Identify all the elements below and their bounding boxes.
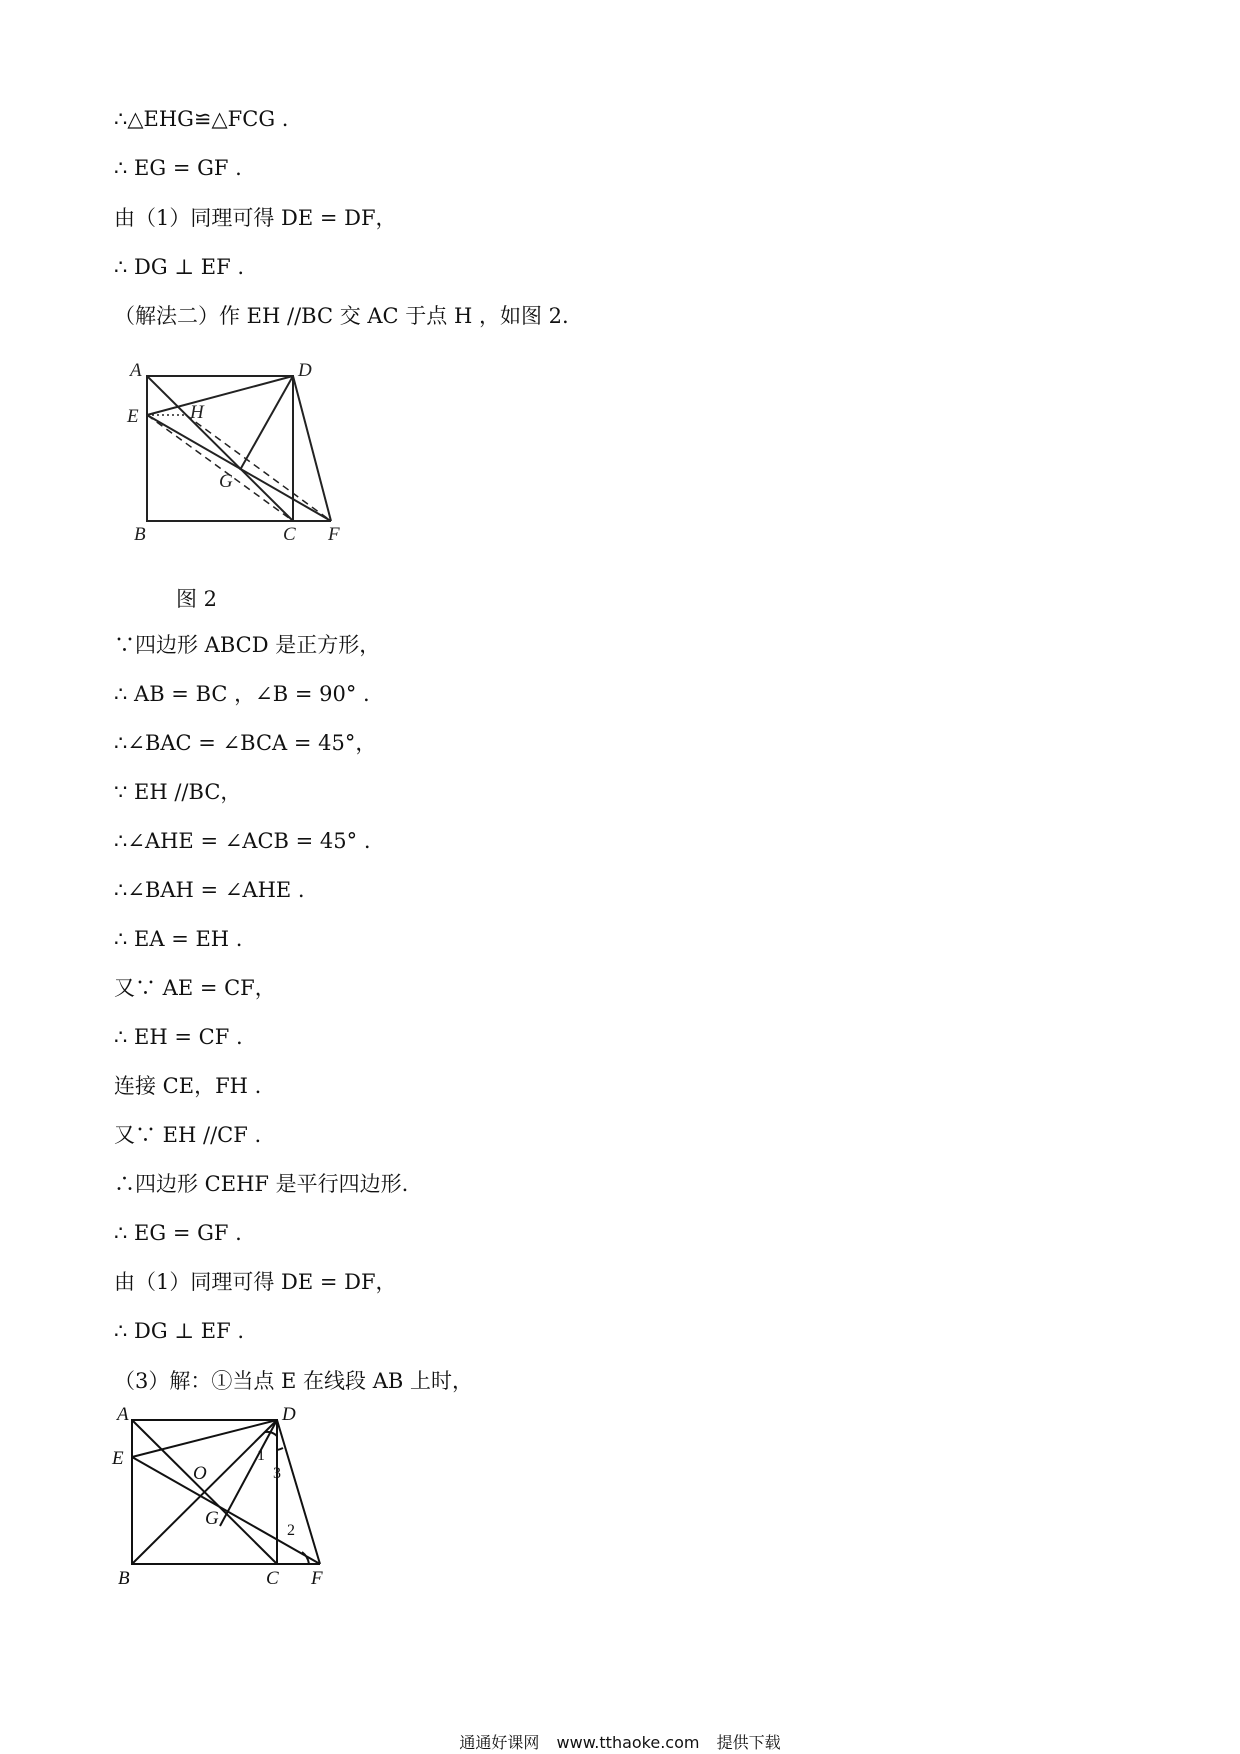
angle-1-arc — [265, 1432, 277, 1436]
figure-2-caption: 图 2 — [176, 587, 218, 611]
label-c: C — [266, 1568, 279, 1589]
proof-line-11: ∴∠BAH = ∠AHE . — [114, 878, 305, 902]
dashed-ec — [147, 415, 293, 521]
segment-dg — [220, 1420, 277, 1526]
diagonal-ac — [147, 376, 293, 521]
label-e: E — [112, 1448, 124, 1469]
dashed-hf — [186, 415, 331, 521]
label-o: O — [193, 1463, 207, 1484]
footer-brand: 通通好课网 — [459, 1733, 540, 1752]
proof-line-17: ∴四边形 CEHF 是平行四边形. — [114, 1172, 409, 1196]
angle-3-label: 3 — [273, 1465, 281, 1482]
proof-line-19: 由（1）同理可得 DE = DF， — [114, 1270, 397, 1294]
proof-line-16: 又∵ EH //CF . — [114, 1123, 262, 1147]
segment-ed — [132, 1420, 277, 1457]
label-a: A — [117, 1404, 129, 1425]
label-b: B — [134, 524, 146, 545]
proof-line-13: 又∵ AE = CF， — [114, 976, 276, 1000]
proof-line-9: ∵ EH //BC， — [114, 780, 242, 804]
proof-line-1: ∴△EHG≌△FCG . — [114, 107, 289, 131]
segment-ed — [147, 376, 293, 415]
proof-line-6: ∵四边形 ABCD 是正方形， — [114, 633, 381, 657]
proof-line-5: （解法二）作 EH //BC 交 AC 于点 H ，如图 2. — [114, 304, 569, 328]
figure-3 — [110, 1400, 350, 1600]
label-e: E — [127, 406, 139, 427]
proof-line-14: ∴ EH = CF . — [114, 1025, 243, 1049]
proof-line-21: （3）解：①当点 E 在线段 AB 上时， — [114, 1369, 473, 1393]
segment-ef — [147, 415, 331, 521]
label-g: G — [219, 471, 233, 492]
angle-2-label: 2 — [287, 1522, 295, 1539]
label-b: B — [118, 1568, 130, 1589]
footer-note: 提供下载 — [716, 1733, 781, 1752]
proof-line-2: ∴ EG = GF . — [114, 156, 242, 180]
proof-line-8: ∴∠BAC = ∠BCA = 45°， — [114, 731, 377, 755]
label-c: C — [283, 524, 296, 545]
figure-2 — [120, 355, 360, 555]
label-f: F — [328, 524, 340, 545]
proof-line-15: 连接 CE，FH . — [114, 1074, 262, 1098]
angle-1-label: 1 — [257, 1447, 265, 1464]
label-a: A — [130, 360, 142, 381]
proof-line-12: ∴ EA = EH . — [114, 927, 243, 951]
proof-line-4: ∴ DG ⊥ EF . — [114, 255, 244, 279]
segment-df — [293, 376, 331, 521]
proof-line-10: ∴∠AHE = ∠ACB = 45° . — [114, 829, 371, 853]
proof-line-3: 由（1）同理可得 DE = DF， — [114, 206, 397, 230]
proof-line-18: ∴ EG = GF . — [114, 1221, 242, 1245]
segment-dg — [240, 376, 293, 470]
page-footer — [0, 1730, 1240, 1753]
angle-2-arc — [302, 1552, 309, 1564]
label-f: F — [311, 1568, 323, 1589]
proof-line-7: ∴ AB = BC ，∠B = 90° . — [114, 682, 370, 706]
label-g: G — [205, 1508, 219, 1529]
label-d: D — [282, 1404, 296, 1425]
label-h: H — [190, 402, 204, 423]
footer-url[interactable]: www.tthaoke.com — [556, 1733, 700, 1752]
proof-line-20: ∴ DG ⊥ EF . — [114, 1319, 244, 1343]
label-d: D — [298, 360, 312, 381]
